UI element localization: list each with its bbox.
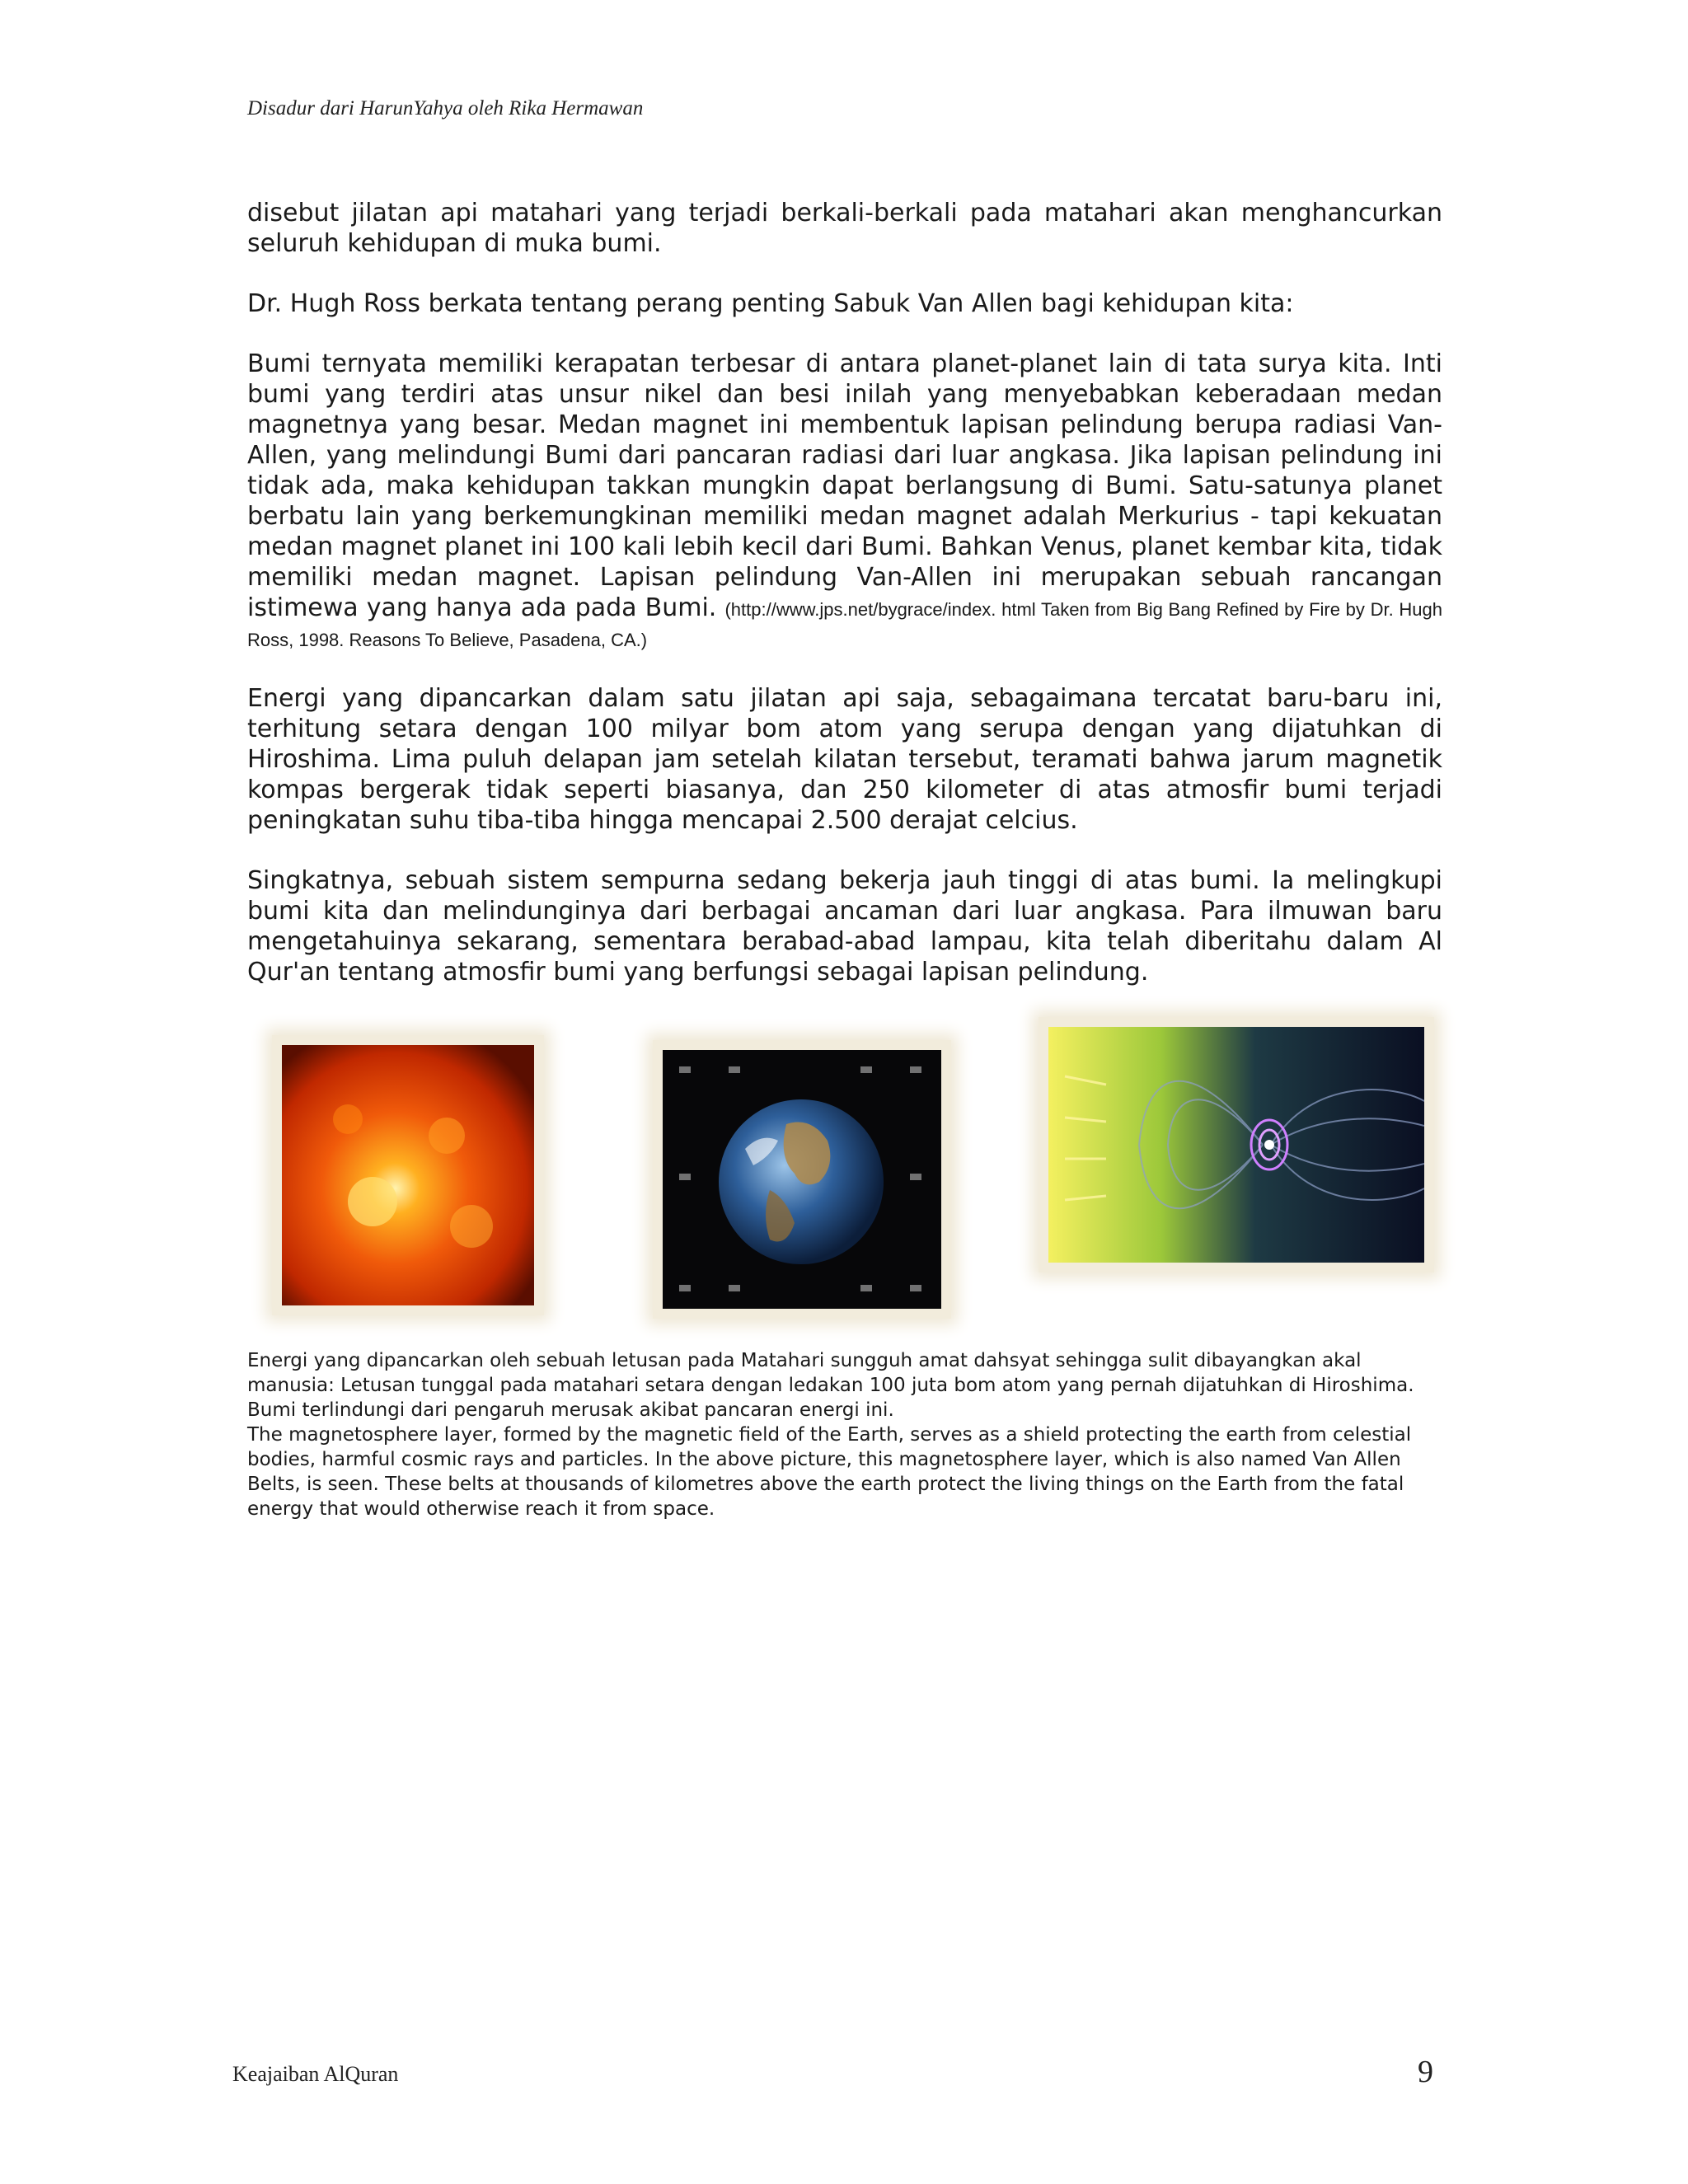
quote-reference: (http://www.jps.net/bygrace/index. html Taken from Big Bang Refined by Fire by Dr. Hugh Ross, 1998. Reasons To Believe, Pasadena, CA.) — [247, 599, 1442, 650]
caption-english: The magnetosphere layer, formed by the magnetic field of the Earth, serves as a shield protecting the earth from celestial bodies, harmful cosmic rays and particles. In the above picture, this magnetosphere layer, which is also named Van Allen Belts, is seen. These belts at thousands of kilometres above the earth protect the living things on the Earth from the fatal energy that would otherwise reach it from space. — [247, 1424, 1412, 1520]
paragraph-2: Dr. Hugh Ross berkata tentang perang penting Sabuk Van Allen bagi kehidupan kita: — [247, 289, 1294, 318]
magnetosphere-image — [1039, 1017, 1434, 1272]
footer-book-title: Keajaiban AlQuran — [232, 2062, 399, 2086]
earth-illustration — [663, 1050, 941, 1309]
figure-caption — [247, 1348, 1442, 1521]
page-content — [247, 198, 1442, 1521]
paragraph-5: Singkatnya, sebuah sistem sempurna sedang bekerja jauh tinggi di atas bumi. Ia melingkupi bumi kita dan melindunginya dari berbagai ancaman dari luar angkasa. Para ilmuwan baru mengetahuinya sekarang, sementara berabad-abad lampau, kita telah diberitahu dalam Al Qur'an tentang atmosfir bumi yang berfungsi sebagai lapisan pelindung. — [247, 866, 1442, 987]
figure-images — [247, 1017, 1442, 1338]
quote-text: Bumi ternyata memiliki kerapatan terbesar di antara planet-planet lain di tata surya kita. Inti bumi yang terdiri atas unsur nikel dan besi inilah yang menyebabkan keberadaan medan magnetnya yang besar. Medan magnet ini membentuk lapisan pelindung berupa radiasi Van-Allen, yang melindungi Bumi dari pancaran radiasi dari luar angkasa. Jika lapisan pelindung ini tidak ada, maka kehidupan takkan mungkin dapat berlangsung di Bumi. Satu-satunya planet berbatu lain yang berkemungkinan memiliki medan magnet adalah Merkurius - tapi kekuatan medan magnet planet ini 100 kali lebih kecil dari Bumi. Bahkan Venus, planet kembar kita, tidak memiliki medan magnet. Lapisan pelindung Van-Allen ini merupakan sebuah rancangan istimewa yang hanya ada pada Bumi. — [247, 349, 1442, 622]
paragraph-4: Energi yang dipancarkan dalam satu jilatan api saja, sebagaimana tercatat baru-baru ini, terhitung setara dengan 100 milyar bom atom yang serupa dengan yang dijatuhkan di Hiroshima. Lima puluh delapan jam setelah kilatan tersebut, teramati bahwa jarum magnetik kompas bergerak tidak seperti biasanya, dan 250 kilometer di atas atmosfir bumi terjadi peningkatan suhu tiba-tiba hingga mencapai 2.500 derajat celcius. — [247, 684, 1442, 835]
quote-paragraph — [247, 349, 1442, 654]
magnetosphere-illustration — [1048, 1027, 1424, 1263]
running-header: Disadur dari HarunYahya oleh Rika Hermawan — [247, 97, 644, 120]
sun-illustration — [282, 1045, 534, 1305]
page-number: 9 — [1418, 2055, 1433, 2089]
paragraph-1: disebut jilatan api matahari yang terjadi berkali-berkali pada matahari akan menghancurkan seluruh kehidupan di muka bumi. — [247, 199, 1442, 258]
caption-indonesian: Energi yang dipancarkan oleh sebuah letusan pada Matahari sungguh amat dahsyat sehingga sulit dibayangkan akal manusia: Letusan tunggal pada matahari setara dengan ledakan 100 juta bom atom yang pernah dijatuhkan di Hiroshima. Bumi terlindungi dari pengaruh merusak akibat pancaran energi ini. — [247, 1350, 1414, 1421]
earth-image — [653, 1040, 951, 1319]
sun-image — [272, 1035, 544, 1315]
